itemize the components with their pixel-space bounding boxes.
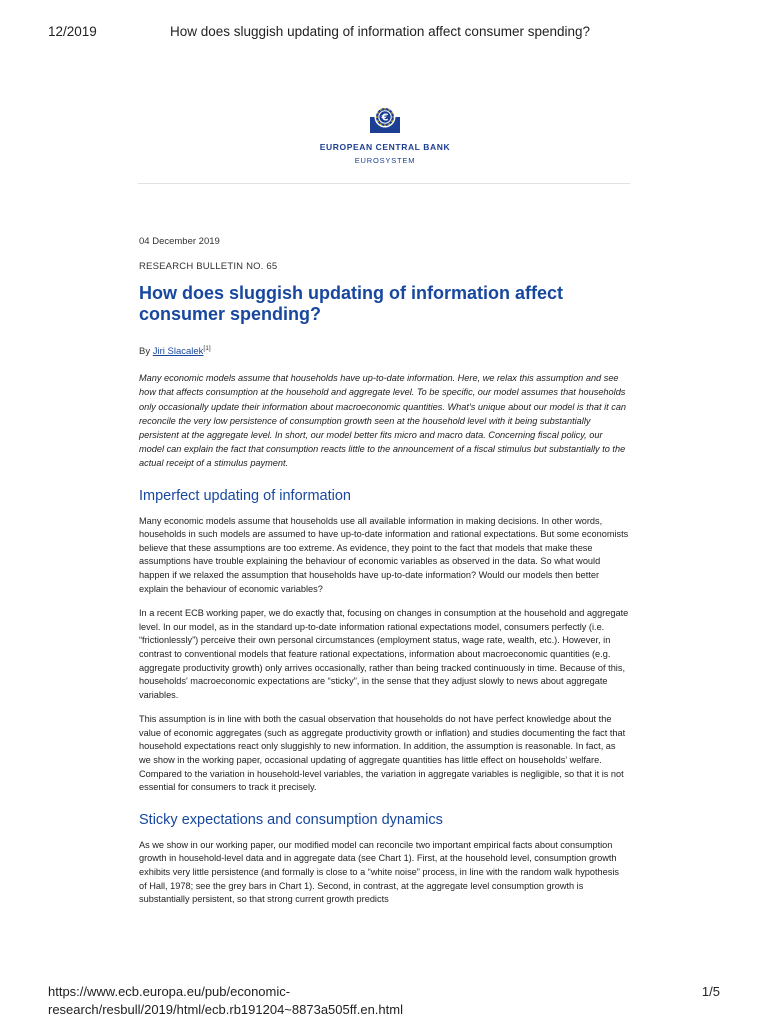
article-date: 04 December 2019: [139, 236, 220, 247]
paragraph: This assumption is in line with both the casual observation that households do not have perfect knowledge about the value of economic aggregates (such as aggregate productivity growth or inflation) and studies documenting the fact that household expectations react only sluggishly to new information. In addition, the assumption is reasonable. In fact, as we show in the working paper, occasional updating of aggregate quantities has little effect on households’ welfare. Compared to the variation in household-level variables, the variation in aggregate variables is negligible, so that it is not essential for consumers to track it precisely.: [139, 714, 626, 793]
print-header: [48, 24, 720, 42]
byline-prefix: By: [139, 346, 151, 358]
eurosystem-label: EUROSYSTEM: [354, 156, 416, 165]
ecb-emblem-icon: [368, 104, 402, 136]
header-divider: [138, 183, 630, 184]
print-title: How does sluggish updating of information affect consumer spending?: [170, 24, 591, 39]
article-title: How does sluggish updating of information affect consumer spending?: [139, 283, 563, 324]
page-url: https://www.ecb.europa.eu/pub/economic-research/resbull/2019/html/ecb.rb191204~8873a505ff.en.html: [48, 984, 403, 1017]
article-series: RESEARCH BULLETIN NO. 65: [139, 261, 278, 272]
euro-symbol: €: [381, 112, 389, 124]
byline: [139, 345, 629, 357]
paragraph: As we show in our working paper, our modified model can reconcile two important empirical facts about consumption growth in household-level data and in aggregate data (see Chart 1). First, at the household level, consumption growth exhibits very little persistence (and formally is close to a “white noise” process, in line with the random walk hypothesis of Hall, 1978; see the grey bars in Chart 1). Second, in contrast, at the aggregate level consumption growth is substantially persistent, so that strong current growth predicts: [139, 839, 620, 905]
author-link[interactable]: Jiri Slacalek: [152, 346, 204, 358]
bank-name: EUROPEAN CENTRAL BANK: [319, 142, 451, 152]
article-content: [139, 236, 629, 907]
ecb-logo[interactable]: [300, 104, 470, 174]
paragraph: Many economic models assume that households use all available information in making decisions. In other words, households in such models are assumed to have up-to-date information and rational expectations. But some economists believe that these assumptions are too extreme. As evidence, they point to the fact that models that make these assumptions have trouble explaining the behaviour of economic variables as observed in the data. So what would happen if we relaxed the assumption that households have up-to-date information? Would our models then better explain the behaviour of economic variables?: [139, 515, 629, 594]
page-number: 1/5: [701, 984, 720, 999]
section-heading-imperfect-updating: Imperfect updating of information: [139, 487, 351, 504]
section-heading-sticky-expectations: Sticky expectations and consumption dynamics: [139, 811, 443, 828]
footnote-link[interactable]: [1]: [203, 345, 211, 352]
article-abstract: Many economic models assume that households have up-to-date information. Here, we relax this assumption and see how that affects consumption at the household and aggregate level. To be specific, our model assumes that households only occasionally update their information about macroeconomic quantities. What’s unique about our model is that it can reconcile the very low persistence of consumption growth seen at the household level with it being substantially persistent at the aggregate level. In short, our model better fits micro and macro data. Concerning fiscal policy, our model can explain the fact that consumption reacts little to the announcement of a fiscal stimulus but substantially to the actual receipt of a stimulus payment.: [139, 373, 627, 469]
paragraph: In a recent ECB working paper, we do exactly that, focusing on changes in consumption at the household and aggregate level. In our model, as in the standard up-to-date information rational expectations model, consumers perfectly (i.e. “frictionlessly”) perceive their own personal circumstances (employment status, wage rate, wealth, etc.). However, in contrast to conventional models that feature rational expectations, information about macroeconomic quantities (e.g. aggregate productivity growth) only arrives occasionally, rather than being tracked continuously in time. Because of this, households' macroeconomic expectations are “sticky”, in the sense that they adjust slowly to news about aggregate variables.: [139, 608, 629, 700]
print-date: 12/2019: [48, 24, 97, 39]
